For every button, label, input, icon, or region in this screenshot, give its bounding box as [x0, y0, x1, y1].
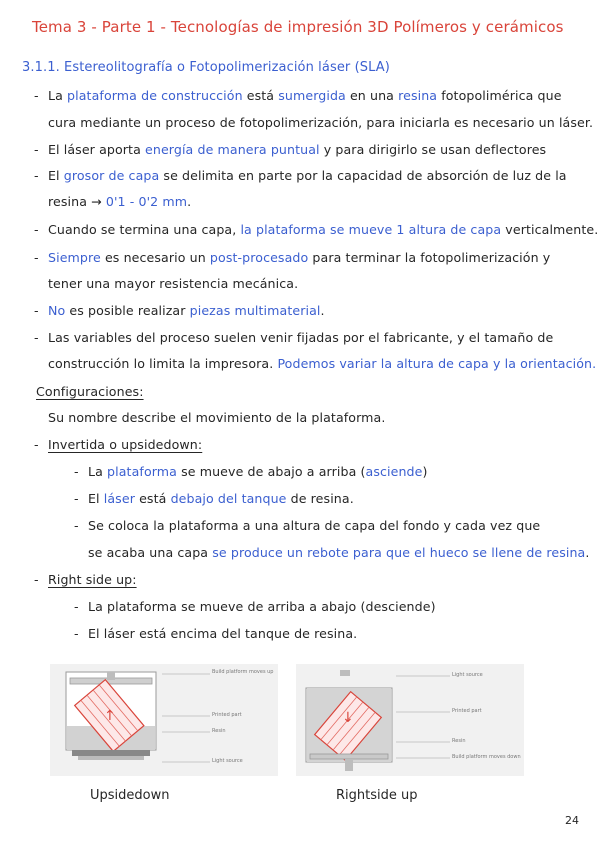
- rightsideup-heading: - Right side up:: [34, 572, 137, 587]
- text-run: construcción lo limita la impresora.: [48, 356, 278, 371]
- text-run: sumergida: [278, 88, 346, 103]
- text-run: cura mediante un proceso de fotopolimerización, para iniciarla es necesario un láser.: [48, 115, 594, 130]
- label-light-source-right: Light source: [452, 672, 483, 678]
- caption-upsidedown: Upsidedown: [90, 788, 170, 803]
- text-run: se delimita en parte por la capacidad de absorción de luz de la: [159, 168, 567, 183]
- text-run: Su nombre describe el movimiento de la plataforma.: [48, 410, 386, 425]
- text-run: Las variables del proceso suelen venir fijadas por el fabricante, y el tamaño de: [48, 330, 554, 345]
- caption-rightsideup: Rightside up: [336, 788, 418, 803]
- text-run: asciende: [365, 464, 423, 479]
- text-run: grosor de capa: [63, 168, 160, 183]
- text-run: en una: [345, 88, 399, 103]
- text-run: .: [320, 303, 325, 318]
- text-run: es necesario un: [100, 250, 210, 265]
- text-run: El láser aporta: [48, 142, 146, 157]
- text-run: .: [187, 194, 192, 209]
- text-run: El: [88, 491, 104, 506]
- text-run: verticalmente.: [501, 222, 599, 237]
- label-resin-right: Resin: [452, 738, 466, 744]
- upsidedown-heading: - Invertida o upsidedown:: [34, 437, 203, 452]
- page-number: 24: [565, 814, 579, 827]
- text-run: se mueve de abajo a arriba (: [177, 464, 366, 479]
- line-20: - La plataforma se mueve de arriba a abajo (desciende): [74, 599, 436, 614]
- text-run: energía de manera puntual: [145, 142, 320, 157]
- section-heading: 3.1.1. Estereolitografía o Fotopolimerización láser (SLA): [22, 60, 390, 75]
- svg-text:↓: ↓: [342, 710, 354, 726]
- text-run: El: [48, 168, 64, 183]
- text-run: La plataforma se mueve de arriba a abajo (desciende): [88, 599, 436, 614]
- text-run: para terminar la fotopolimerización y: [308, 250, 551, 265]
- line-16: - El láser está debajo del tanque de resina.: [74, 491, 354, 506]
- label-printed-part: Printed part: [212, 712, 242, 718]
- text-run: se acaba una capa: [88, 545, 213, 560]
- line-3: - El láser aporta energía de manera puntual y para dirigirlo se usan deflectores: [34, 142, 547, 157]
- upsidedown-diagram: [50, 664, 278, 776]
- text-run: la plataforma se mueve 1 altura de capa: [240, 222, 502, 237]
- line-6: - Cuando se termina una capa, la plataforma se mueve 1 altura de capa verticalmente.: [34, 222, 599, 237]
- label-build-platform-down: Build platform moves down: [452, 754, 521, 760]
- upsidedown-figure: [50, 664, 278, 776]
- text-run: plataforma: [107, 464, 177, 479]
- label-build-platform-up: Build platform moves up: [212, 669, 274, 675]
- line-1: - La plataforma de construcción está sumergida en una resina fotopolimérica que: [34, 88, 562, 103]
- line-5: [48, 194, 191, 209]
- text-run: El láser está encima del tanque de resina.: [88, 626, 358, 641]
- text-run: y para dirigirlo se usan deflectores: [319, 142, 547, 157]
- text-run: post-procesado: [209, 250, 309, 265]
- text-run: piezas multimaterial: [189, 303, 321, 318]
- line-18: [88, 545, 590, 560]
- line-4: - El grosor de capa se delimita en parte por la capacidad de absorción de luz de la: [34, 168, 567, 183]
- text-run: resina: [398, 88, 438, 103]
- line-10: - Las variables del proceso suelen venir fijadas por el fabricante, y el tamaño de: [34, 330, 554, 345]
- text-run: está: [242, 88, 279, 103]
- text-run: plataforma de construcción: [67, 88, 243, 103]
- configuraciones-heading: [36, 384, 144, 399]
- line-2: [48, 115, 593, 130]
- text-run: Cuando se termina una capa,: [48, 222, 241, 237]
- text-run: es posible realizar: [65, 303, 190, 318]
- label-light-source: Light source: [212, 758, 243, 764]
- rightsideup-figure: [296, 664, 524, 776]
- text-run: Right side up:: [48, 572, 137, 587]
- text-run: de resina.: [286, 491, 354, 506]
- text-run: tener una mayor resistencia mecánica.: [48, 276, 299, 291]
- text-run: Configuraciones:: [36, 384, 144, 399]
- text-run: Se coloca la plataforma a una altura de capa del fondo y cada vez que: [88, 518, 541, 533]
- line-8: [48, 276, 298, 291]
- line-13: [48, 410, 385, 425]
- label-printed-part-right: Printed part: [452, 708, 482, 714]
- text-run: Siempre: [48, 250, 101, 265]
- text-run: Invertida o upsidedown:: [48, 437, 203, 452]
- label-resin: Resin: [212, 728, 226, 734]
- text-run: está: [134, 491, 171, 506]
- text-run: debajo del tanque: [170, 491, 287, 506]
- svg-text:↑: ↑: [104, 708, 116, 724]
- text-run: fotopolimérica que: [437, 88, 562, 103]
- line-11: [48, 356, 596, 371]
- text-run: No: [48, 303, 66, 318]
- page-title: Tema 3 - Parte 1 - Tecnologías de impresión 3D Polímeros y cerámicos: [32, 18, 564, 36]
- text-run: Podemos variar la altura de capa y la orientación.: [277, 356, 597, 371]
- text-run: La: [48, 88, 68, 103]
- line-9: - No es posible realizar piezas multimaterial.: [34, 303, 325, 318]
- text-run: se produce un rebote para que el hueco se llene de resina: [212, 545, 586, 560]
- text-run: .: [585, 545, 590, 560]
- line-7: - Siempre es necesario un post-procesado para terminar la fotopolimerización y: [34, 250, 551, 265]
- text-run: resina →: [48, 194, 106, 209]
- line-15: - La plataforma se mueve de abajo a arriba (asciende): [74, 464, 428, 479]
- line-17: - Se coloca la plataforma a una altura de capa del fondo y cada vez que: [74, 518, 541, 533]
- line-21: - El láser está encima del tanque de resina.: [74, 626, 358, 641]
- text-run: 0'1 - 0'2 mm: [105, 194, 188, 209]
- text-run: láser: [103, 491, 135, 506]
- text-run: La: [88, 464, 108, 479]
- text-run: ): [422, 464, 428, 479]
